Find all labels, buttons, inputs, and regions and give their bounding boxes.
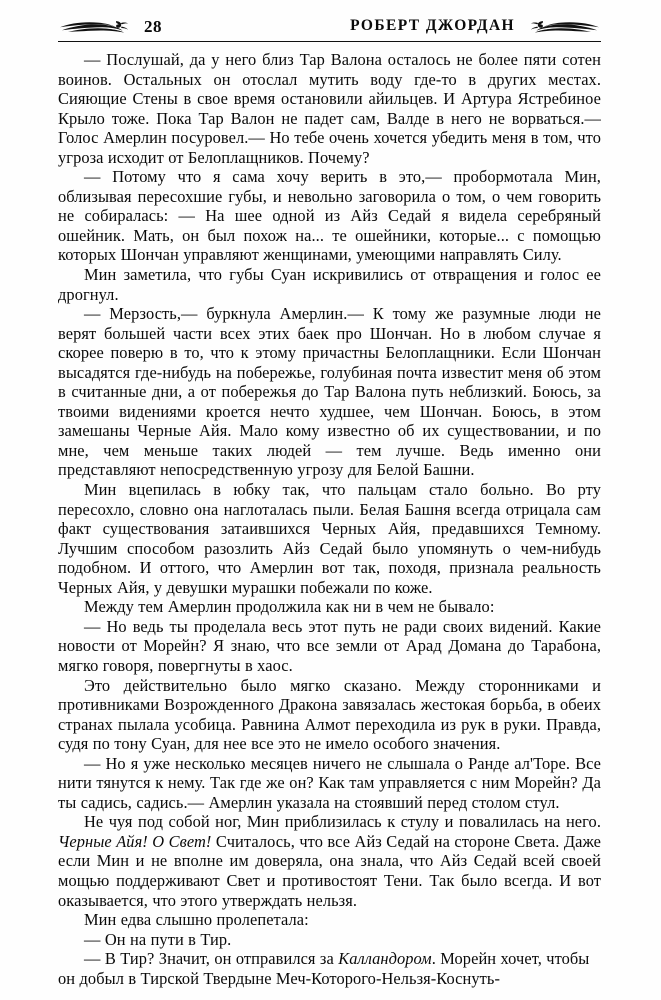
paragraph: — Послушай, да у него близ Тар Валона осталось не более пяти сотен воинов. Остальных он отослал мутить воду где-то в других местах. Сияющие Стены в свое время остановили айильцев. И Артура Ястребиное Крыло тоже. Пока Тар Валон не падет сам, Валде в него не ворваться.— Голос Амерлин посуровел.— Но тебе очень хочется убедить меня в том, что угроза исходит от Белоплащников. Почему? [58,50,601,167]
paragraph-text-after: Считалось, что все Айз Седай на стороне Света. Даже если Мин и не вполне им доверяла, она знала, что Айз Седай всей своей мощью поддерживают Свет и противостоят Тени. Так было всегда. И вот оказывается, что этого утверждать нельзя. [58,831,601,910]
paragraph-text-before: Не чуя под собой ног, Мин приблизилась к стулу и повалилась на него. [84,812,601,832]
paragraph: Мин вцепилась в юбку так, что пальцам стало больно. Во рту пересохло, словно она наглоталась пыли. Белая Башня всегда отрицала сам факт существования затаившихся Черных Айя, предавшихся Темному. Лучшим способом разозлить Айз Седай было упомянуть о чем-нибудь подобном. И оттого, что Амерлин вот так, походя, признала реальность Черных Айя, у девушки мурашки побежали по коже. [58,480,601,597]
paragraph: Это действительно было мягко сказано. Между сторонниками и противниками Возрожденного Дракона завязалась жестокая борьба, в обеих странах пылала усобица. Равнина Алмот переходила из рук в руки. Правда, судя по тону Суан, для нее все это не имело особого значения. [58,675,601,754]
paragraph-with-italic-exclamation [58,812,601,910]
paragraph: Мин едва слышно пролепетала: [84,910,309,930]
calligraphic-flourish-left-icon [58,17,130,37]
running-head-row [58,16,601,38]
paragraph: — Но я уже несколько месяцев ничего не слышала о Ранде ал'Торе. Все нити тянутся к нему. Так где же он? Как там управляется с ним Морейн? Да ты садись, садись.— Амерлин указала на стоявший перед столом стул. [58,753,601,812]
paragraph: — Он на пути в Тир. [84,929,232,949]
paragraph: — Потому что я сама хочу верить в это,— пробормотала Мин, облизывая пересохшие губы, и невольно заговорила о том, о чем говорить не собиралась: — На шее одной из Айз Седай я видела серебряный ошейник. Мать, он был похож на... те ошейники, которые... с помощью которых Шончан управляют женщинами, умеющими направлять Силу. [58,167,601,265]
running-head-right [350,17,601,37]
paragraph: — Но ведь ты проделала весь этот путь не ради своих видений. Какие новости от Морейн? Я знаю, что все земли от Арад Домана до Тарабона, мягко говоря, повергнуты в хаос. [58,616,601,675]
running-head [58,16,601,40]
header-divider-rule [58,41,601,42]
paragraph: — Мерзость,— буркнула Амерлин.— К тому же разумные люди не верят большей части всех этих баек про Шончан. Но в любом случае я скорее поверю в то, что к этому причастны Белоплащники. Если Шончан высадятся где-нибудь на побережье, голубиная почта известит меня об этом в считанные дни, а от побережья до Тар Валона путь неблизкий. Боюсь, за твоими видениями кроется нечто худшее, чем Шончан. Боюсь, в этом замешаны Черные Айя. Мало кому известно об их существовании, и по мне, чем меньше таких людей — тем лучше. Ведь именно они представляют непосредственную угрозу для Белой Башни. [58,304,601,480]
paragraph: Мин заметила, что губы Суан искривились от отвращения и голос ее дрогнул. [58,265,601,304]
paragraph: Между тем Амерлин продолжила как ни в чем не бывало: [84,597,495,617]
calligraphic-flourish-right-icon [529,17,601,37]
italic-phrase: Черные Айя! О Свет! [58,831,212,851]
author-name: РОБЕРТ ДЖОРДАН [350,17,515,35]
italic-title: Калландором [338,949,432,969]
paragraph-text-after: . Морейн хочет, чтобы он добыл в Тирской Твердыне Меч-Которого-Нельзя-Коснуть- [58,949,590,988]
paragraph-with-italic-title [58,949,601,988]
paragraph-text-before: — В Тир? Значит, он отправился за [84,949,339,969]
running-head-left [58,17,162,37]
page-number: 28 [144,16,162,36]
body-text [58,50,601,988]
